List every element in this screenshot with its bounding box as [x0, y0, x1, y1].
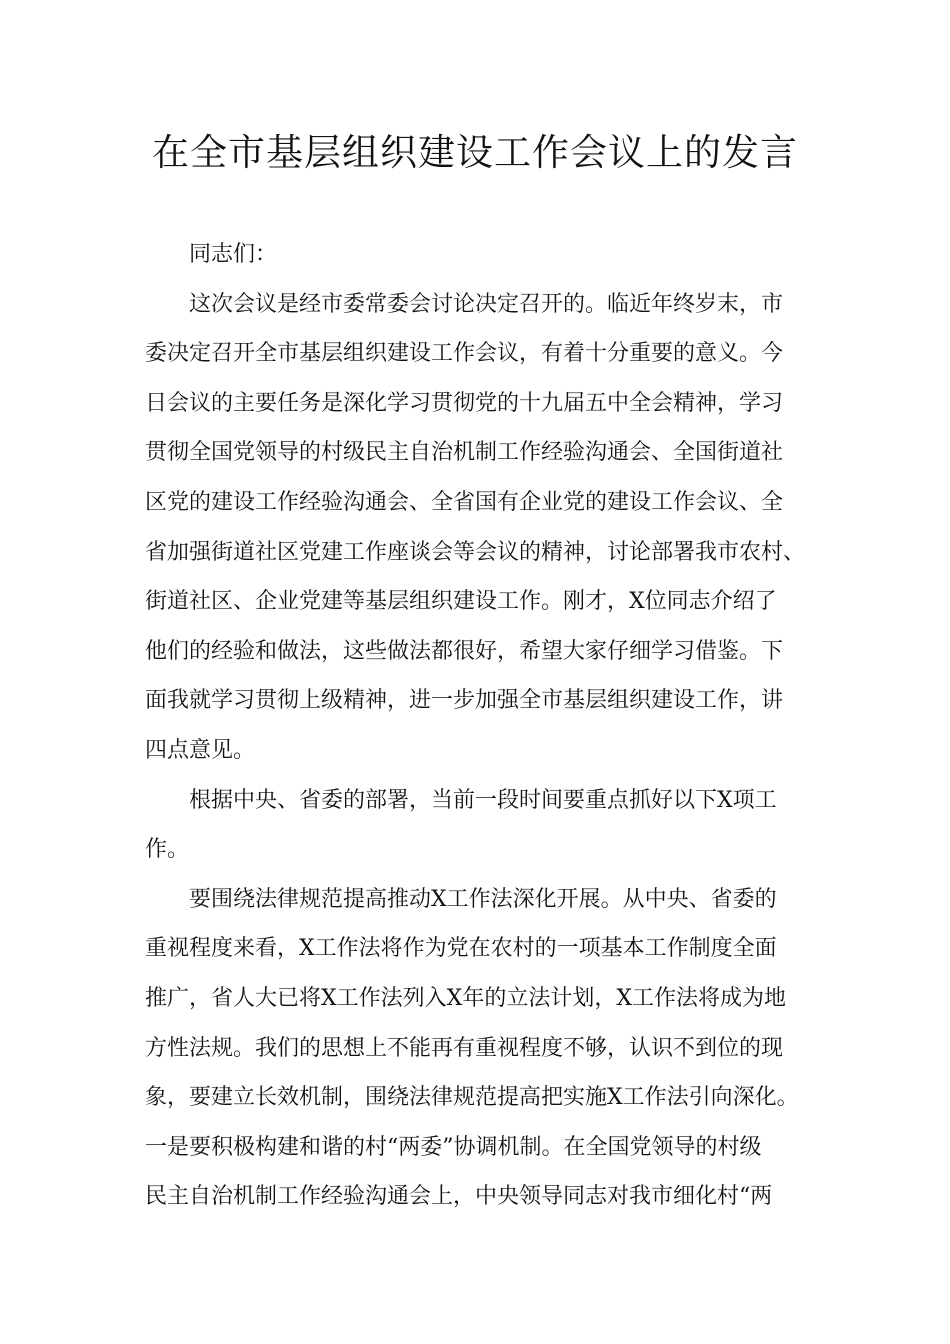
text-line: 街道社区、企业党建等基层组织建设工作。刚才，X位同志介绍了 — [145, 589, 777, 615]
text-line: 四点意见。 — [145, 737, 256, 763]
text-line: 推广，省人大已将X工作法列入X年的立法计划，X工作法将成为地 — [145, 985, 786, 1011]
text-line: 这次会议是经市委常委会讨论决定召开的。临近年终岁末，市 — [189, 291, 784, 317]
text-line: 象，要建立长效机制，围绕法律规范提高把实施X工作法引向深化。 — [145, 1085, 799, 1111]
text-line: 根据中央、省委的部署，当前一段时间要重点抓好以下X项工 — [189, 787, 777, 813]
text-line: 方性法规。我们的思想上不能再有重视程度不够，认识不到位的现 — [145, 1035, 784, 1061]
text-line: 日会议的主要任务是深化学习贯彻党的十九届五中全会精神，学习 — [145, 390, 784, 416]
text-line: 区党的建设工作经验沟通会、全省国有企业党的建设工作会议、全 — [145, 489, 784, 515]
text-line: 省加强街道社区党建工作座谈会等会议的精神，讨论部署我市农村、 — [145, 539, 806, 565]
text-line: 委决定召开全市基层组织建设工作会议，有着十分重要的意义。今 — [145, 341, 784, 367]
text-line: 一是要积极构建和谐的村“两委”协调机制。在全国党领导的村级 — [145, 1134, 762, 1160]
text-line: 要围绕法律规范提高推动X工作法深化开展。从中央、省委的 — [189, 886, 777, 912]
text-line: 同志们： — [189, 242, 278, 267]
text-line: 作。 — [145, 837, 190, 863]
text-line: 民主自治机制工作经验沟通会上，中央领导同志对我市细化村“两 — [145, 1184, 773, 1210]
document-title: 在全市基层组织建设工作会议上的发言 — [152, 131, 798, 174]
text-line: 贯彻全国党领导的村级民主自治机制工作经验沟通会、全国街道社 — [145, 440, 784, 466]
text-line: 面我就学习贯彻上级精神，进一步加强全市基层组织建设工作，讲 — [145, 688, 784, 714]
document-body — [145, 230, 805, 1222]
text-line: 重视程度来看，X工作法将作为党在农村的一项基本工作制度全面 — [145, 936, 777, 962]
text-line: 他们的经验和做法，这些做法都很好，希望大家仔细学习借鉴。下 — [145, 638, 784, 664]
